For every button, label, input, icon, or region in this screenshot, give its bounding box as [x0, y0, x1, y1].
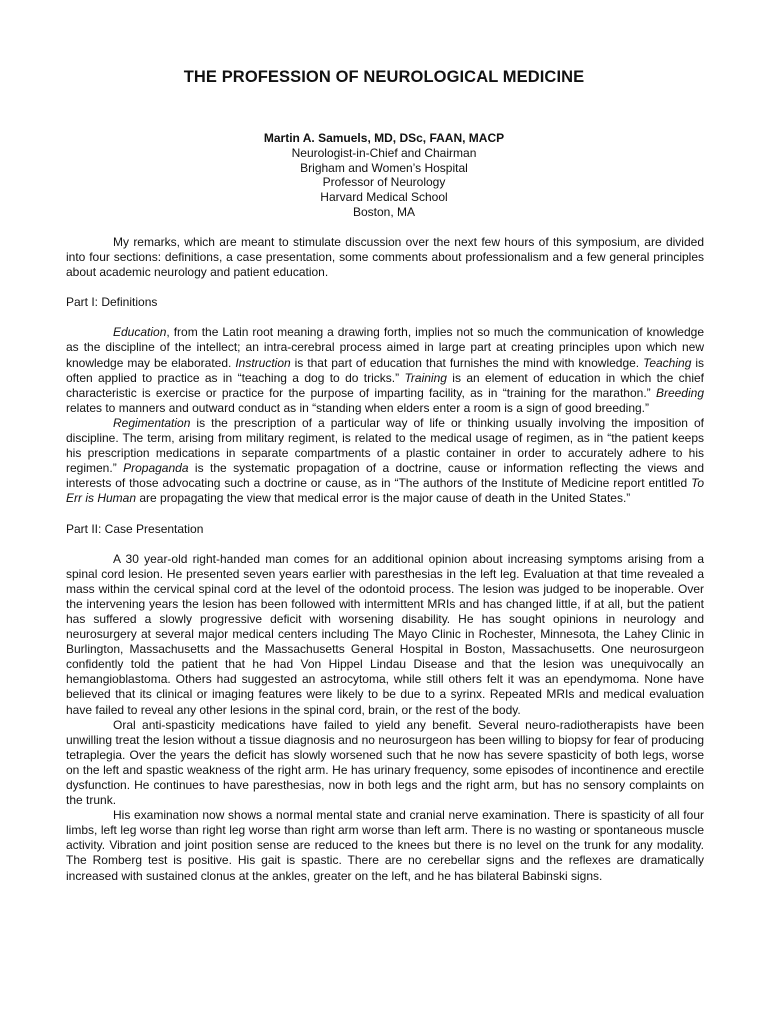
document-body — [66, 235, 704, 884]
defined-term: Breeding — [655, 385, 704, 400]
defined-term: Propaganda — [123, 461, 189, 476]
text-run: relates to manners and outward conduct as in “standing when elders enter a room is a sign of good breeding.” — [66, 400, 650, 415]
defined-term: Regimentation — [113, 415, 191, 430]
author-block — [0, 131, 768, 220]
paragraph-spacer — [66, 310, 704, 325]
defined-term: Teaching — [643, 355, 692, 370]
author-affiliation-line: Boston, MA — [352, 204, 416, 219]
text-run: is the systematic propagation of a doctrine, cause or information reflecting the views and interests of those advocating such a doctrine or cause, as in “The authors of the Institute of Medicine report entitled — [66, 461, 704, 491]
defined-term: Training — [404, 370, 447, 385]
author-affiliation-line: Harvard Medical School — [320, 190, 448, 205]
case-paragraph-3: His examination now shows a normal mental state and cranial nerve examination. There is spasticity of all four limbs, left leg worse than right leg worse than right arm worse than left arm. There is no wasting or spontaneous muscle activity. Vibration and joint position sense are reduced to the knees but there is no level on the trunk for any modality. The Romberg test is positive. His gait is spastic. There are no cerebellar signs and the reflexes are dramatically increased with sustained clonus at the ankles, greater on the left, and he has bilateral Babinski signs. — [66, 808, 704, 883]
author-affiliation-line: Brigham and Women’s Hospital — [300, 160, 468, 175]
defined-term: To Err is Human — [66, 476, 704, 506]
paragraph-spacer — [66, 537, 704, 552]
section-heading-case-presentation: Part II: Case Presentation — [66, 521, 204, 536]
section-heading-definitions: Part I: Definitions — [66, 295, 158, 310]
author-affiliation-line: Neurologist-in-Chief and Chairman — [291, 145, 477, 160]
text-run: is the prescription of a particular way of life or thinking usually involving the imposition of discipline. The term, arising from military regiment, is related to the medical usage of regimen, as in “the patient keeps his prescription medications in separate compartments of a plastic container in order to accurately adhere to his regimen.” — [66, 415, 704, 476]
text-run: is an element of education in which the chief characteristic is exercise or practice for the purpose of imparting facility, as in “training for the marathon.” — [66, 370, 704, 400]
case-paragraph-2: Oral anti-spasticity medications have failed to yield any benefit. Several neuro-radiotherapists have been unwilling treat the lesion without a tissue diagnosis and no neurosurgeon has been willing to biopsy for fear of producing tetraplegia. Over the years the deficit has slowly worsened such that he now has severe spasticity of both legs, worse on the left and spastic weakness of the right arm. He has urinary frequency, some episodes of incontinence and erectile dysfunction. He continues to have paresthesias, now in both legs and the right arm, but has no sensory complaints on the trunk. — [66, 717, 704, 808]
document-title: THE PROFESSION OF NEUROLOGICAL MEDICINE — [183, 68, 585, 86]
defined-term: Instruction — [235, 355, 291, 370]
paragraph-spacer — [66, 507, 704, 522]
case-paragraph-1: A 30 year-old right-handed man comes for an additional opinion about increasing symptoms arising from a spinal cord lesion. He presented seven years earlier with paresthesias in the left leg. Evaluation at that time revealed a mass within the cervical spinal cord at the level of the odontoid process. The lesion was judged to be inoperable. Over the intervening years the lesion has been followed with intermittent MRIs and has changed little, if at all, but the patient has suffered a slowly progressive deficit with worsening disability. He has sought opinions in neurology and neurosurgery at several major medical centers including The Mayo Clinic in Rochester, Minnesota, the Lahey Clinic in Burlington, Massachusetts and the Massachusetts General Hospital in Boston, Massachusetts. One neurosurgeon confidently told the patient that he had Von Hippel Lindau Disease and that the lesion was unequivocally an hemangioblastoma. Others had suggested an astrocytoma, while still others felt it was an ependymoma. None have believed that its clinical or imaging features were likely to be due to a syrinx. Repeated MRIs and medical evaluation have failed to reveal any other lesions in the spinal cord, brain, or the rest of the body. — [66, 551, 704, 717]
author-name: Martin A. Samuels, MD, DSc, FAAN, MACP — [263, 131, 505, 145]
paragraph-spacer — [66, 280, 704, 295]
text-run: is that part of education that furnishes the mind with knowledge. — [290, 355, 644, 370]
author-affiliation-line: Professor of Neurology — [322, 175, 446, 190]
definitions-paragraph-1 — [66, 325, 704, 416]
text-run: , from the Latin root meaning a drawing forth, implies not so much the communication of knowledge as the discipline of the intellect; an intra-cerebral process aimed in large part at creating principles upon which new knowledge may be elaborated. — [66, 325, 704, 370]
defined-term: Education — [113, 325, 167, 340]
intro-paragraph: My remarks, which are meant to stimulate discussion over the next few hours of this symposium, are divided into four sections: definitions, a case presentation, some comments about professionalism and a few general principles about academic neurology and patient education. — [66, 235, 704, 280]
definitions-paragraph-2 — [66, 416, 704, 507]
text-run: are propagating the view that medical error is the major cause of death in the United States.” — [136, 491, 631, 506]
text-run: is often applied to practice as in “teaching a dog to do tricks.” — [66, 355, 705, 385]
